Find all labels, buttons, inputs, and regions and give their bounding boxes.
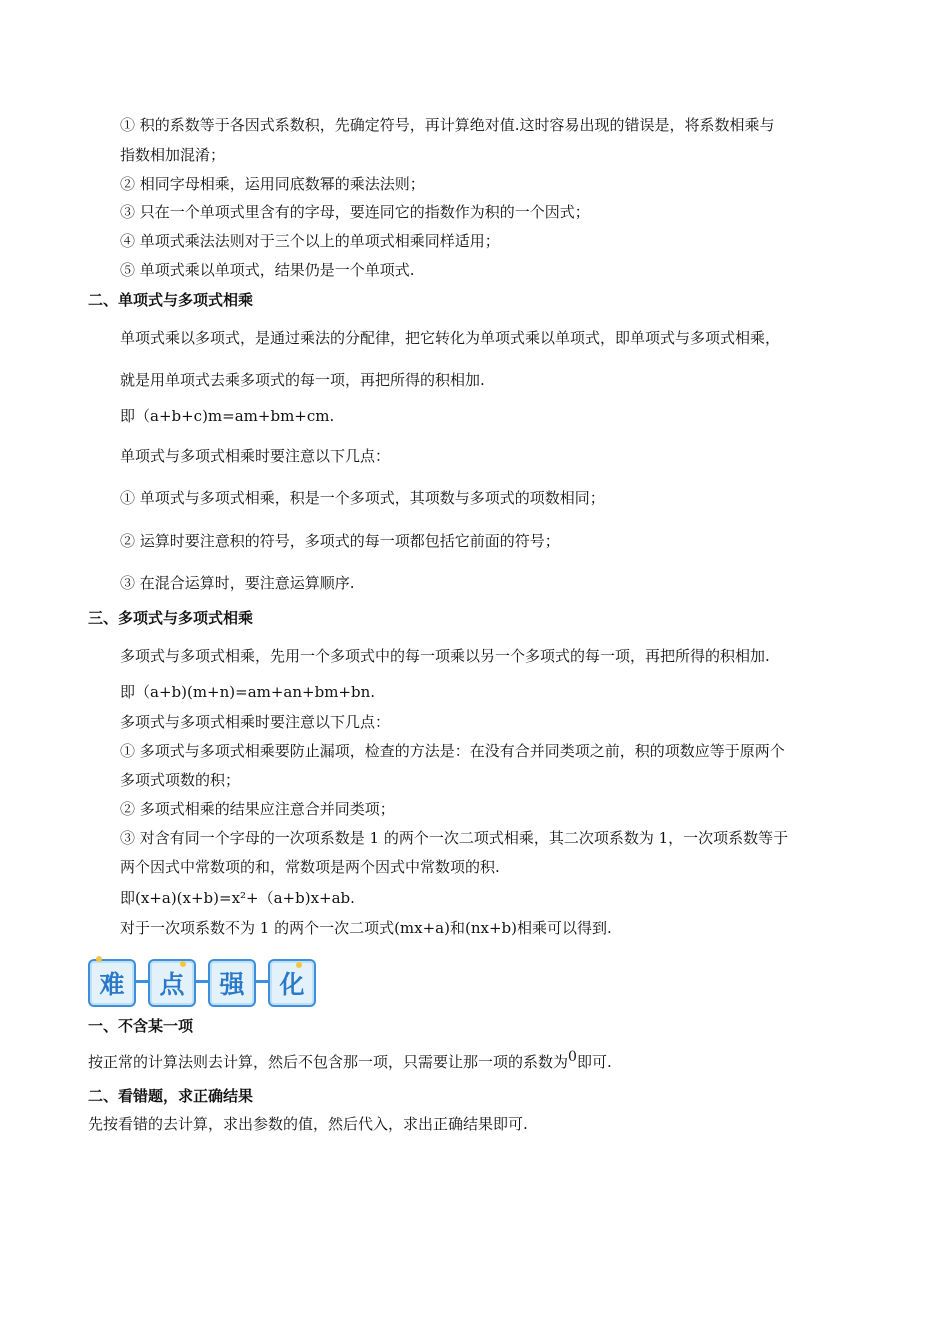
section2-note-3: ③ 在混合运算时，要注意运算顺序. — [120, 574, 355, 592]
part1-note-5: ⑤ 单项式乘以单项式，结果仍是一个单项式. — [120, 261, 415, 279]
section3-note-3: ③ 对含有同一个字母的一次项系数是 1 的两个一次二项式相乘，其二次项系数为 1，一次项系数等于 — [120, 829, 789, 847]
difficulty-paragraph-1-text: 按正常的计算法则去计算，然后不包含那一项，只需要让那一项的系数为 — [88, 1053, 569, 1071]
part1-note-1-cont: 指数相加混淆； — [120, 146, 226, 164]
section2-note-intro: 单项式与多项式相乘时要注意以下几点： — [120, 447, 391, 465]
badge-sparkle-icon — [96, 956, 102, 962]
badge-char-3: 强 — [208, 959, 256, 1007]
difficulty-heading-2: 二、看错题，求正确结果 — [88, 1087, 254, 1105]
section2-paragraph-2: 就是用单项式去乘多项式的每一项，再把所得的积相加. — [120, 371, 485, 389]
section3-last-line: 对于一次项系数不为 1 的两个一次二项式(mx+a)和(nx+b)相乘可以得到. — [120, 919, 612, 937]
section3-heading: 三、多项式与多项式相乘 — [88, 609, 254, 627]
section3-note-1: ① 多项式与多项式相乘要防止漏项，检查的方法是：在没有合并同类项之前，积的项数应等于原两个 — [120, 742, 785, 760]
part1-note-3: ③ 只在一个单项式里含有的字母，要连同它的指数作为积的一个因式； — [120, 203, 590, 221]
badge-sparkle-icon — [180, 961, 186, 967]
section2-paragraph-1: 单项式乘以多项式，是通过乘法的分配律，把它转化为单项式乘以单项式，即单项式与多项式相乘， — [120, 329, 781, 347]
section3-formula: 即（a+b)(m+n)=am+an+bm+bn. — [120, 683, 376, 701]
section2-note-2: ② 运算时要注意积的符号，多项式的每一项都包括它前面的符号； — [120, 532, 560, 550]
difficulty-heading-1: 一、不含某一项 — [88, 1017, 194, 1035]
difficulty-paragraph-1-end: 即可. — [576, 1053, 612, 1071]
difficulty-paragraph-2: 先按看错的去计算，求出参数的值，然后代入，求出正确结果即可. — [88, 1115, 528, 1133]
section3-note-intro: 多项式与多项式相乘时要注意以下几点： — [120, 713, 391, 731]
part1-note-2: ② 相同字母相乘，运用同底数幂的乘法法则； — [120, 175, 425, 193]
section3-formula-2: 即(x+a)(x+b)=x²+（a+b)x+ab. — [120, 889, 355, 907]
part1-note-4: ④ 单项式乘法法则对于三个以上的单项式相乘同样适用； — [120, 232, 500, 250]
difficulty-zero-value: 0 — [568, 1049, 577, 1065]
difficulty-paragraph-1 — [88, 1049, 612, 1073]
section3-note-3-cont: 两个因式中常数项的和，常数项是两个因式中常数项的积. — [120, 858, 500, 876]
section2-note-1: ① 单项式与多项式相乘，积是一个多项式，其项数与多项式的项数相同； — [120, 489, 605, 507]
badge-sparkle-icon — [296, 962, 302, 968]
badge-char-1: 难 — [88, 959, 136, 1007]
section2-heading: 二、单项式与多项式相乘 — [88, 291, 254, 309]
section3-paragraph-1: 多项式与多项式相乘，先用一个多项式中的每一项乘以另一个多项式的每一项，再把所得的积相加. — [120, 647, 770, 665]
section3-note-1-cont: 多项式项数的积； — [120, 771, 241, 789]
section3-note-2: ② 多项式相乘的结果应注意合并同类项； — [120, 800, 395, 818]
badge-char-4: 化 — [268, 959, 316, 1007]
part1-note-1: ① 积的系数等于各因式系数积，先确定符号，再计算绝对值.这时容易出现的错误是，将系数相乘与 — [120, 116, 775, 134]
badge-char-2: 点 — [148, 959, 196, 1007]
section2-formula: 即（a+b+c)m=am+bm+cm. — [120, 407, 335, 425]
difficulty-badge — [88, 956, 318, 1008]
